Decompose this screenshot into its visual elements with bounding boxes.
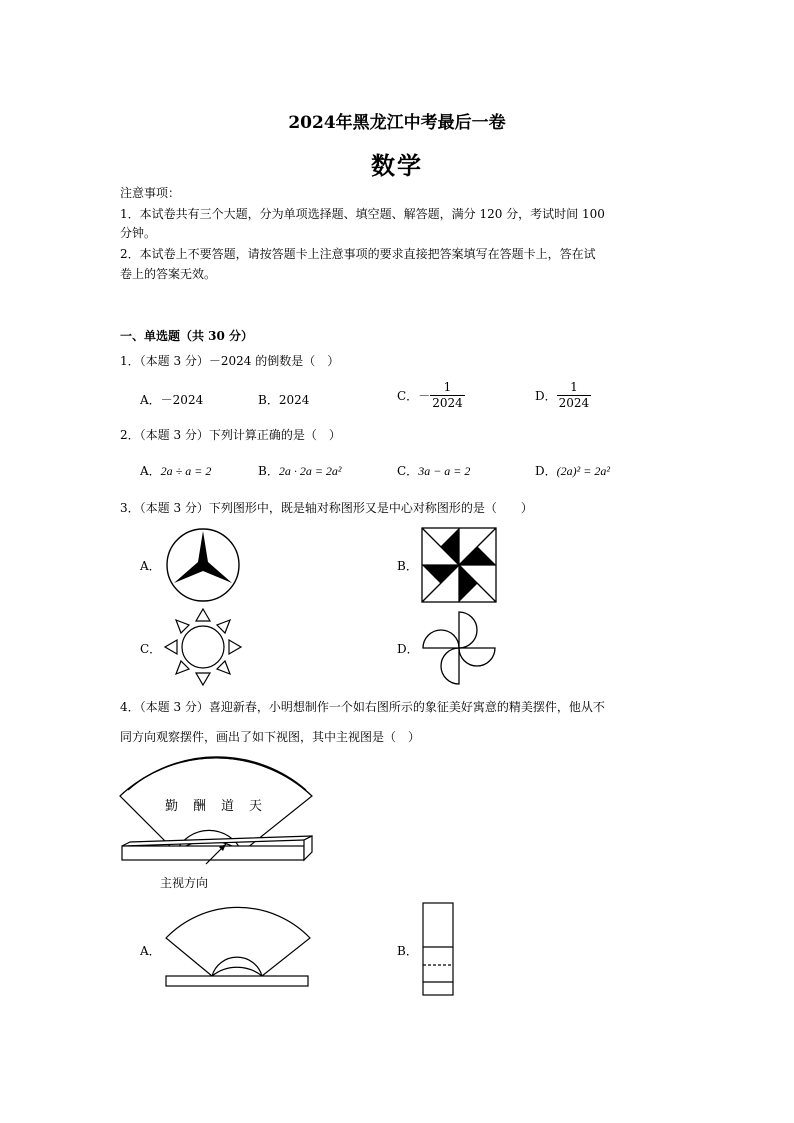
q4-stem-line1: 4．（本题 3 分）喜迎新春，小明想制作一个如右图所示的象征美好寓意的精美摆件，他从不 bbox=[120, 700, 605, 714]
q2-option-b bbox=[258, 462, 342, 479]
q3-figure-a bbox=[165, 527, 241, 603]
subject-title: 数学 bbox=[371, 151, 423, 180]
q2-stem: 2．（本题 3 分）下列计算正确的是（ ） bbox=[120, 428, 341, 442]
notice-heading: 注意事项： bbox=[120, 186, 181, 200]
q1-c-fraction bbox=[430, 380, 465, 411]
q4-a-label: A． bbox=[140, 944, 161, 958]
q1-c-sign: － bbox=[418, 389, 431, 403]
q1-option-d bbox=[535, 380, 591, 411]
q3-c-label: C． bbox=[140, 642, 162, 656]
notice-item1-line2: 分钟。 bbox=[120, 226, 157, 240]
q1-d-label: D． bbox=[535, 389, 557, 403]
q3-figure-c bbox=[164, 608, 242, 686]
q1-option-b bbox=[258, 391, 309, 408]
q1-b-label: B． bbox=[258, 393, 279, 407]
q1-d-denominator: 2024 bbox=[558, 396, 590, 410]
q4-fan-text: 勤 酬 道 天 bbox=[165, 799, 264, 814]
q1-a-label: A． bbox=[140, 393, 161, 407]
q1-c-denominator: 2024 bbox=[432, 396, 463, 410]
q3-figure-d bbox=[421, 610, 497, 686]
notice-item2-line1: 2．本试卷上不要答题，请按答题卡上注意事项的要求直接把答案填写在答题卡上，答在试 bbox=[120, 247, 596, 261]
section1-heading: 一、单选题（共 30 分） bbox=[120, 329, 254, 343]
q4-stem-line2: 同方向观察摆件，画出了如下视图，其中主视图是（ ） bbox=[120, 730, 421, 744]
q1-stem: 1．（本题 3 分）－2024 的倒数是（ ） bbox=[120, 354, 340, 368]
q4-option-b-figure bbox=[421, 902, 455, 996]
q3-figure-b bbox=[421, 527, 497, 603]
q1-b-text: 2024 bbox=[278, 393, 310, 407]
q3-a-label: A． bbox=[140, 559, 161, 573]
q4-view-direction-label: 主视方向 bbox=[160, 876, 209, 890]
q1-d-numerator: 1 bbox=[570, 380, 578, 394]
q2-a-label: A． bbox=[140, 464, 161, 478]
q1-c-label: C． bbox=[397, 389, 419, 403]
q1-d-fraction bbox=[557, 380, 592, 411]
q2-a-expr: 2a ÷ a = 2 bbox=[160, 464, 212, 478]
q2-b-label: B． bbox=[258, 464, 279, 478]
q2-option-a bbox=[140, 462, 211, 479]
notice-item1-line1: 1．本试卷共有三个大题，分为单项选择题、填空题、解答题，满分 120 分，考试时间 100 bbox=[120, 207, 605, 221]
q2-option-c bbox=[397, 462, 470, 479]
q3-stem: 3．（本题 3 分）下列图形中，既是轴对称图形又是中心对称图形的是（ ） bbox=[120, 501, 533, 515]
q2-d-expr: (2a)² = 2a² bbox=[556, 464, 610, 478]
q2-b-expr: 2a · 2a = 2a² bbox=[278, 464, 342, 478]
q1-option-c bbox=[397, 380, 465, 411]
q3-d-label: D． bbox=[397, 642, 419, 656]
q3-b-label: B． bbox=[397, 559, 418, 573]
q4-b-label: B． bbox=[397, 944, 418, 958]
q2-d-label: D． bbox=[535, 464, 557, 478]
q1-option-a bbox=[140, 391, 203, 408]
q2-option-d bbox=[535, 462, 610, 479]
q1-a-text: －2024 bbox=[160, 393, 204, 407]
q2-c-expr: 3a − a = 2 bbox=[418, 464, 471, 478]
q4-option-a-figure bbox=[164, 912, 312, 988]
exam-title: 2024年黑龙江中考最后一卷 bbox=[288, 113, 506, 133]
notice-item2-line2: 卷上的答案无效。 bbox=[120, 267, 217, 281]
q1-c-numerator: 1 bbox=[443, 380, 452, 394]
q2-c-label: C． bbox=[397, 464, 419, 478]
